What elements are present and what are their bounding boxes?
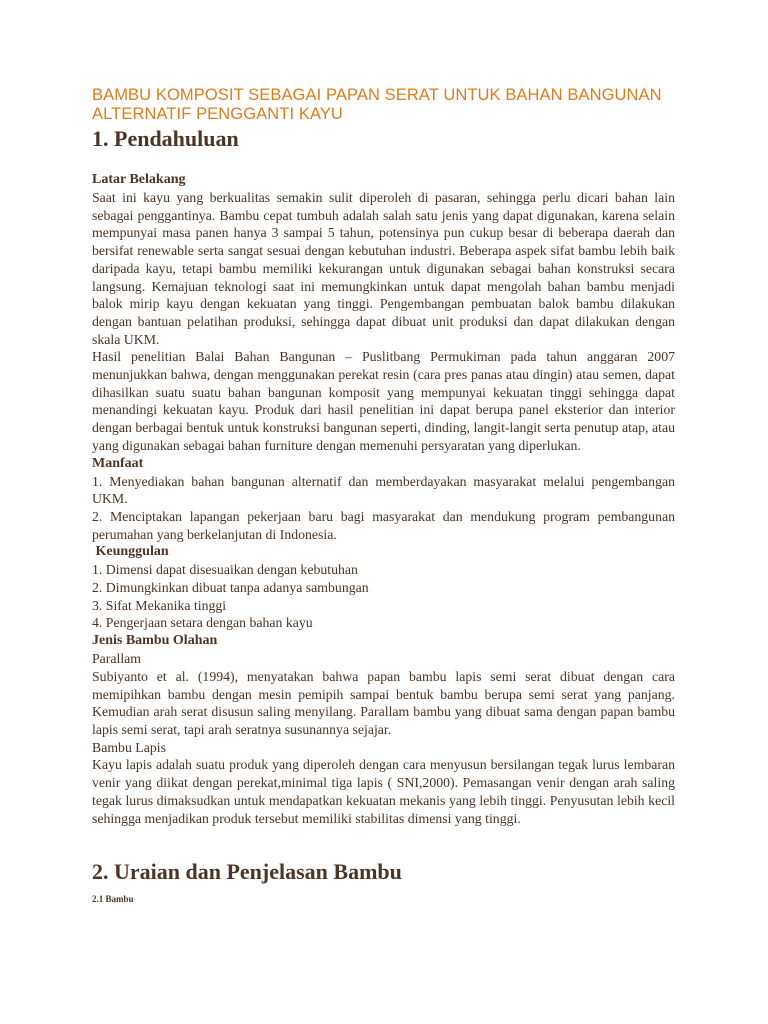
latar-belakang-paragraph-2: Hasil penelitian Balai Bahan Bangunan – Puslitbang Permukiman pada tahun anggaran 2007 menunjukkan bahwa, dengan menggunakan perekat resin (cara pres panas atau dingin) atau semen, dapat dihasilkan suatu suatu bahan bangunan komposit yang mempunyai kekuatan tinggi sehingga dapat menandingi kekuatan kayu. Produk dari hasil penelitian ini dapat berupa panel eksterior dan interior dengan berbagai bentuk untuk konstruksi bangunan seperti, dinding, langit-langit serta penutup atap, atau yang digunakan sebagai bahan furniture dengan memenuhi persyaratan yang diperlukan. xyxy=(92,349,675,453)
keunggulan-item-1: 1. Dimensi dapat disesuaikan dengan kebutuhan xyxy=(92,562,358,578)
parallam-paragraph: Subiyanto et al. (1994), menyatakan bahwa papan bambu lapis semi serat dibuat dengan cara memipihkan bambu dengan mesin pemipih sampai bentuk bambu berupa semi serat yang panjang. Kemudian arah serat disusun saling menyilang. Parallam bambu yang dibuat sama dengan papan bambu lapis semi serat, tapi arah seratnya susunannya sejajar. xyxy=(92,668,675,737)
section-2-1-heading: 2.1 Bambu xyxy=(92,894,134,905)
keunggulan-heading: Keunggulan xyxy=(92,544,169,560)
bambu-lapis-paragraph: Kayu lapis adalah suatu produk yang diperoleh dengan cara menyusun bersilangan tegak lurus lembaran venir yang diikat dengan perekat,minimal tiga lapis ( SNI,2000). Pemasangan venir dengan arah saling tegak lurus dimaksudkan untuk mendapatkan kekuatan mekanis yang lebih tinggi. Penyusutan lebih kecil sehingga menjadikan produk tersebut memiliki stabilitas dimensi yang tinggi. xyxy=(92,757,675,826)
section-2-heading: 2. Uraian dan Penjelasan Bambu xyxy=(92,859,402,885)
bambu-lapis-label: Bambu Lapis xyxy=(92,739,166,755)
document-content xyxy=(92,86,675,905)
keunggulan-item-4: 4. Pengerjaan setara dengan bahan kayu xyxy=(92,615,313,631)
latar-belakang-heading: Latar Belakang xyxy=(92,172,186,187)
section-1-heading: 1. Pendahuluan xyxy=(92,126,239,151)
document-title: BAMBU KOMPOSIT SEBAGAI PAPAN SERAT UNTUK BAHAN BANGUNAN ALTERNATIF PENGGANTI KAYU xyxy=(92,86,662,123)
manfaat-item-2: 2. Menciptakan lapangan pekerjaan baru bagi masyarakat dan mendukung program pembangunan perumahan yang berkelanjutan di Indonesia. xyxy=(92,508,675,542)
manfaat-heading: Manfaat xyxy=(92,455,144,471)
parallam-label: Parallam xyxy=(92,651,142,667)
keunggulan-item-3: 3. Sifat Mekanika tinggi xyxy=(92,597,227,613)
latar-belakang-paragraph-1: Saat ini kayu yang berkualitas semakin sulit diperoleh di pasaran, sehingga perlu dicari bahan lain sebagai penggantinya. Bambu cepat tumbuh adalah salah satu jenis yang dapat digunakan, karena selain mempunyai masa panen hanya 3 sampai 5 tahun, potensinya pun cukup besar di beberapa daerah dan bersifat renewable serta sangat sesuai dengan kebutuhan industri. Beberapa aspek sifat bambu lebih baik daripada kayu, tetapi bambu memiliki kekurangan untuk digunakan sebagai bahan konstruksi secara langsung. Kemajuan teknologi saat ini memungkinkan untuk dapat mengolah bahan bambu menjadi balok mirip kayu dengan kekuatan yang tinggi. Pengembangan pembuatan balok bambu dilakukan dengan bantuan pelatihan produksi, sehingga dapat dibuat unit produksi dan dapat dilakukan dengan skala UKM. xyxy=(92,190,675,347)
manfaat-item-1: 1. Menyediakan bahan bangunan alternatif dan memberdayakan masyarakat melalui pengembangan UKM. xyxy=(92,473,675,507)
jenis-bambu-olahan-heading: Jenis Bambu Olahan xyxy=(92,633,218,649)
keunggulan-item-2: 2. Dimungkinkan dibuat tanpa adanya sambungan xyxy=(92,580,369,596)
